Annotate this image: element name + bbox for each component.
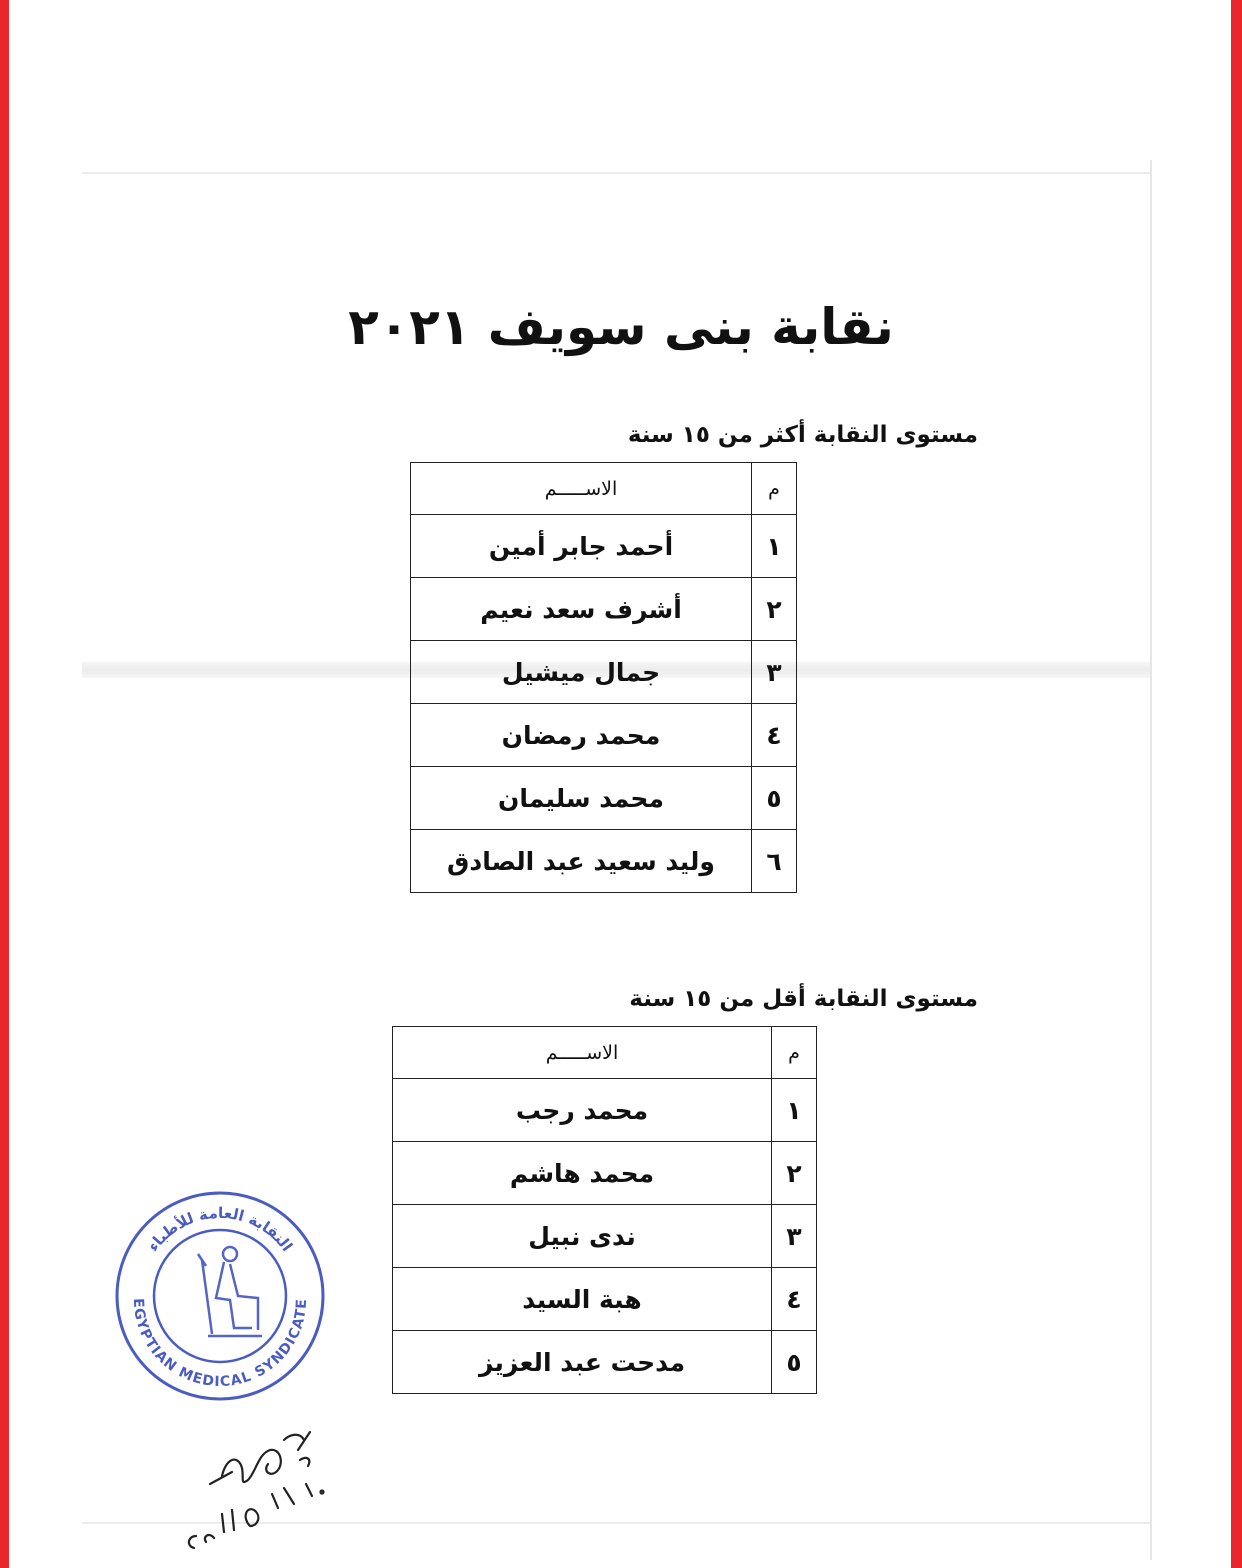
- row-name: ندى نبيل: [393, 1205, 772, 1268]
- names-table-under-15: [392, 1026, 817, 1394]
- row-name: هبة السيد: [393, 1268, 772, 1331]
- row-name: محمد رمضان: [411, 704, 752, 767]
- red-frame-left: [0, 0, 9, 1568]
- header-number: م: [752, 463, 797, 515]
- row-name: مدحت عبد العزيز: [393, 1331, 772, 1394]
- header-number: م: [772, 1027, 817, 1079]
- seated-figure-icon: [198, 1247, 262, 1336]
- row-name: أشرف سعد نعيم: [411, 578, 752, 641]
- row-number: ٣: [752, 641, 797, 704]
- row-number: ٤: [772, 1268, 817, 1331]
- row-number: ٢: [772, 1142, 817, 1205]
- table-row: [411, 578, 797, 641]
- scan-artifact-line: [82, 172, 1150, 174]
- row-name: جمال ميشيل: [411, 641, 752, 704]
- header-name: الاســـــم: [393, 1027, 772, 1079]
- table-row: [411, 767, 797, 830]
- row-name: محمد رجب: [393, 1079, 772, 1142]
- row-name: أحمد جابر أمين: [411, 515, 752, 578]
- stamp-english-text: EGYPTIAN MEDICAL SYNDICATE: [129, 1297, 311, 1391]
- table-row: [393, 1142, 817, 1205]
- table-row: [393, 1205, 817, 1268]
- table-row: [393, 1079, 817, 1142]
- stamp-arabic-text: النقابة العامة للأطباء: [143, 1203, 297, 1255]
- page-title: نقابة بنى سويف ٢٠٢١: [348, 298, 894, 356]
- names-table-over-15: [410, 462, 797, 893]
- section-heading-over-15: مستوى النقابة أكثر من ١٥ سنة: [627, 422, 978, 448]
- handwritten-signature: [180, 1410, 350, 1565]
- row-number: ٣: [772, 1205, 817, 1268]
- row-number: ٥: [772, 1331, 817, 1394]
- table-row: [411, 515, 797, 578]
- section-heading-under-15: مستوى النقابة أقل من ١٥ سنة: [629, 986, 978, 1012]
- row-number: ١: [772, 1079, 817, 1142]
- table-header-row: [411, 463, 797, 515]
- table-header-row: [393, 1027, 817, 1079]
- table-row: [393, 1268, 817, 1331]
- scan-artifact-edge: [1150, 160, 1152, 1560]
- row-number: ١: [752, 515, 797, 578]
- red-frame-right: [1231, 0, 1242, 1568]
- table-row: [411, 641, 797, 704]
- row-name: وليد سعيد عبد الصادق: [411, 830, 752, 893]
- row-name: محمد سليمان: [411, 767, 752, 830]
- header-name: الاســـــم: [411, 463, 752, 515]
- row-name: محمد هاشم: [393, 1142, 772, 1205]
- row-number: ٦: [752, 830, 797, 893]
- row-number: ٢: [752, 578, 797, 641]
- table-row: [411, 704, 797, 767]
- syndicate-stamp: [112, 1188, 328, 1404]
- row-number: ٥: [752, 767, 797, 830]
- table-row: [393, 1331, 817, 1394]
- row-number: ٤: [752, 704, 797, 767]
- table-row: [411, 830, 797, 893]
